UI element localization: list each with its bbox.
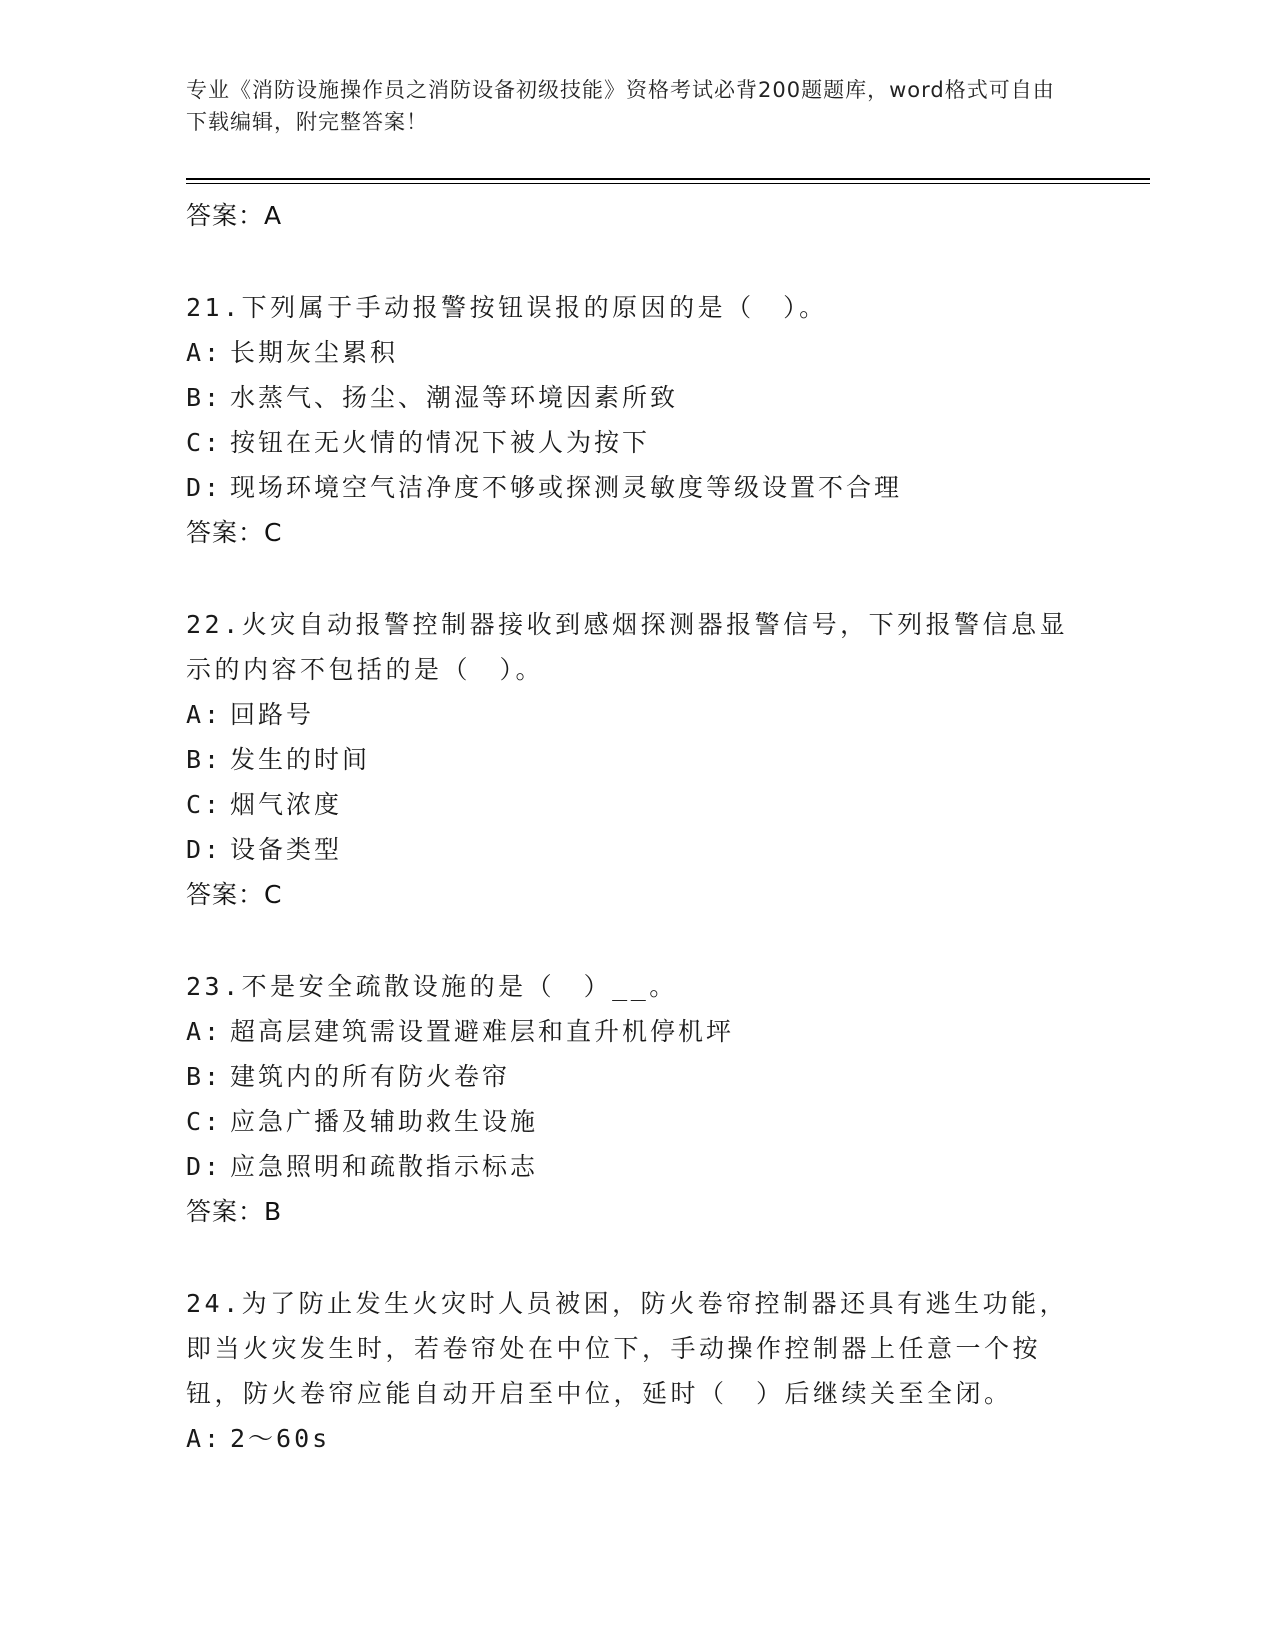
question-block: [186, 602, 1106, 917]
option-text: 按钮在无火情的情况下被人为按下: [230, 428, 651, 457]
option-c: [186, 1099, 1106, 1144]
option-key: B:: [186, 745, 223, 774]
question-block: [186, 964, 1106, 1234]
option-key: A:: [186, 1424, 223, 1453]
option-a: [186, 692, 1106, 737]
option-key: C:: [186, 1107, 223, 1136]
option-text: 2～60s: [230, 1424, 331, 1453]
spacer: [186, 238, 1106, 285]
option-text: 建筑内的所有防火卷帘: [230, 1062, 511, 1091]
option-a: [186, 1009, 1106, 1054]
option-key: C:: [186, 790, 223, 819]
option-c: [186, 420, 1106, 465]
option-key: C:: [186, 428, 223, 457]
option-text: 水蒸气、扬尘、潮湿等环境因素所致: [230, 383, 679, 412]
question-block: [186, 285, 1106, 555]
answer-line: 答案：A: [186, 201, 283, 230]
question-block: [186, 1281, 1106, 1461]
option-text: 应急照明和疏散指示标志: [230, 1152, 539, 1181]
option-key: A:: [186, 1017, 223, 1046]
spacer: [186, 917, 1106, 964]
page-header: 专业《消防设施操作员之消防设备初级技能》资格考试必背200题题库，word格式可自由下载编辑，附完整答案！: [186, 78, 1055, 134]
option-text: 应急广播及辅助救生设施: [230, 1107, 539, 1136]
header-rule-thin: [186, 183, 1150, 184]
option-text: 发生的时间: [230, 745, 371, 774]
question-stem: 24.为了防止发生火灾时人员被困，防火卷帘控制器还具有逃生功能，: [186, 1289, 1069, 1318]
option-key: B:: [186, 383, 223, 412]
option-d: [186, 1144, 1106, 1189]
option-key: A:: [186, 700, 223, 729]
option-text: 回路号: [230, 700, 315, 729]
option-key: B:: [186, 1062, 223, 1091]
answer-line: 答案：C: [186, 518, 283, 547]
option-key: A:: [186, 338, 223, 367]
spacer: [186, 555, 1106, 602]
option-key: D:: [186, 835, 223, 864]
question-stem: 钮，防火卷帘应能自动开启至中位，延时（ ）后继续关至全闭。: [186, 1379, 1013, 1408]
option-text: 长期灰尘累积: [230, 338, 399, 367]
question-stem: 22.火灾自动报警控制器接收到感烟探测器报警信号，下列报警信息显: [186, 610, 1069, 639]
option-text: 烟气浓度: [230, 790, 343, 819]
answer-line: 答案：C: [186, 880, 283, 909]
question-stem: 即当火灾发生时，若卷帘处在中位下，手动操作控制器上任意一个按: [186, 1334, 1042, 1363]
option-b: [186, 1054, 1106, 1099]
option-b: [186, 375, 1106, 420]
answer-line: 答案：B: [186, 1197, 283, 1226]
question-list: [186, 193, 1106, 1461]
option-d: [186, 465, 1106, 510]
question-stem: 示的内容不包括的是（ ）。: [186, 655, 545, 684]
option-text: 设备类型: [230, 835, 343, 864]
option-key: D:: [186, 473, 223, 502]
header-rule: [186, 178, 1150, 180]
option-b: [186, 737, 1106, 782]
option-text: 超高层建筑需设置避难层和直升机停机坪: [230, 1017, 735, 1046]
question-stem: 23.不是安全疏散设施的是（ ）__。: [186, 972, 678, 1001]
option-a: [186, 330, 1106, 375]
option-a: [186, 1416, 1106, 1461]
question-stem: 21.下列属于手动报警按钮误报的原因的是（ ）。: [186, 293, 828, 322]
option-text: 现场环境空气洁净度不够或探测灵敏度等级设置不合理: [230, 473, 903, 502]
option-c: [186, 782, 1106, 827]
option-d: [186, 827, 1106, 872]
spacer: [186, 1234, 1106, 1281]
option-key: D:: [186, 1152, 223, 1181]
